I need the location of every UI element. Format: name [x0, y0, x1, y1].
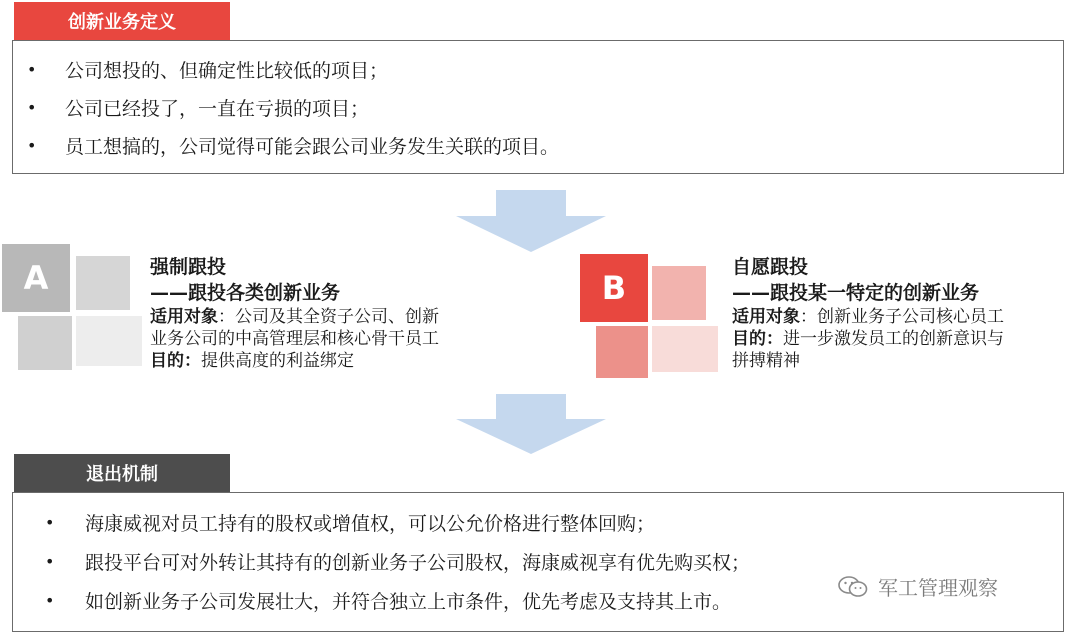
option-a-square	[76, 256, 130, 310]
definition-box	[12, 40, 1064, 174]
option-b-letter: B	[601, 269, 627, 307]
option-b-square	[596, 326, 648, 378]
option-b-purpose	[732, 328, 1072, 350]
down-arrow-icon	[456, 190, 606, 252]
bullet-icon: •	[27, 135, 37, 155]
option-a-target-label: 适用对象	[150, 307, 218, 327]
down-arrow-icon	[456, 394, 606, 454]
option-b-square	[652, 326, 718, 372]
bullet-icon: •	[45, 552, 55, 571]
option-a-target-cont: 业务公司的中高管理层和核心骨干员工	[150, 329, 439, 349]
exit-item-text: 跟投平台可对外转让其持有的创新业务子公司股权，海康威视享有优先购买权；	[85, 552, 751, 574]
exit-header: 退出机制	[14, 454, 230, 492]
option-b-subtitle: ——跟投某一特定的创新业务	[732, 282, 980, 304]
definition-item-text: 员工想搞的，公司觉得可能会跟公司业务发生关联的项目。	[65, 135, 560, 158]
bullet-icon: •	[27, 97, 37, 117]
list-item	[13, 126, 1063, 164]
watermark-text: 军工管理观察	[878, 576, 998, 600]
option-a-purpose	[150, 350, 530, 372]
option-a-letter: A	[23, 259, 49, 297]
wechat-icon	[838, 575, 868, 599]
bullet-icon: •	[45, 591, 55, 610]
bullet-icon: •	[45, 513, 55, 532]
option-a-square	[18, 316, 72, 370]
option-a-purpose-text: 提供高度的利益绑定	[201, 351, 354, 371]
option-b-target-label: 适用对象	[732, 307, 800, 327]
option-b-purpose-label: 目的：	[732, 329, 783, 349]
definition-item-text: 公司已经投了，一直在亏损的项目；	[65, 97, 370, 120]
option-a-square	[76, 316, 142, 366]
option-b-letter-box	[580, 254, 648, 322]
option-a-purpose-label: 目的：	[150, 351, 201, 371]
option-b-title: 自愿跟投	[732, 256, 809, 278]
definition-header: 创新业务定义	[14, 2, 230, 40]
watermark	[838, 572, 998, 601]
bullet-icon: •	[27, 59, 37, 79]
option-a-target-text: ：公司及其全资子公司、创新	[218, 307, 439, 327]
option-b-purpose-text: 进一步激发员工的创新意识与	[783, 329, 1004, 349]
exit-item-text: 如创新业务子公司发展壮大，并符合独立上市条件，优先考虑及支持其上市。	[85, 591, 732, 613]
option-b-purpose-cont: 拼搏精神	[732, 351, 800, 371]
definition-item-text: 公司想投的、但确定性比较低的项目；	[65, 59, 389, 82]
list-item	[13, 503, 1063, 542]
option-b-target-text: ：创新业务子公司核心员工	[800, 307, 1004, 327]
option-a-target	[150, 306, 530, 328]
option-a-subtitle: ——跟投各类创新业务	[150, 282, 341, 304]
list-item	[13, 88, 1063, 126]
option-a-letter-box	[2, 244, 70, 312]
option-b-target	[732, 306, 1072, 328]
option-a-title: 强制跟投	[150, 256, 227, 278]
list-item	[13, 50, 1063, 88]
exit-box	[12, 492, 1064, 632]
exit-item-text: 海康威视对员工持有的股权或增值权，可以公允价格进行整体回购；	[85, 513, 656, 535]
option-b-text	[732, 254, 1072, 372]
option-b-square	[652, 266, 706, 320]
option-a-text	[150, 254, 530, 372]
